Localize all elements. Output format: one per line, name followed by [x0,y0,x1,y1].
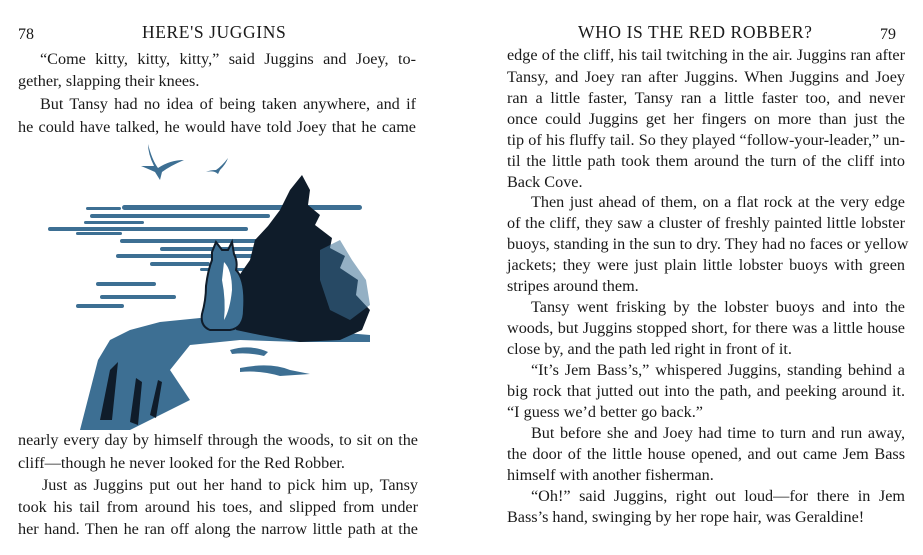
left-page [0,0,460,555]
text-line: Tansy, and Joey ran after Juggins. When Juggins and Joey [507,68,905,86]
gull-icon [206,158,228,174]
text-line: he could have talked, he would have told Joey that he came [18,118,416,136]
text-line: edge of the cliff, his tail twitching in the air. Juggins ran after [507,46,905,64]
text-line: “It’s Jem Bass’s,” whispered Juggins, standing behind a [531,361,905,379]
running-head: HERE'S JUGGINS [142,22,287,42]
text-line: Bass’s hand, swinging by her rope hair, was Geraldine! [507,508,865,526]
text-line: But before she and Joey had time to turn and run away, [531,424,905,442]
text-line: “Oh!” said Juggins, right out loud—for there in Jem [531,487,905,505]
text-line: himself with another fisherman. [507,466,714,484]
text-line: tip of his fluffy tail. So they played “follow-your-leader,” un- [507,131,905,149]
text-line: But Tansy had no idea of being taken anywhere, and if [40,95,416,113]
text-line: close by, and the path led right in front of it. [507,340,792,358]
text-line: Tansy went frisking by the lobster buoys and into the [531,298,905,316]
text-line: Then just ahead of them, on a flat rock at the very edge [531,193,905,211]
text-line: nearly every day by himself through the woods, to sit on the [18,431,418,449]
running-head: WHO IS THE RED ROBBER? [578,22,813,42]
text-line: ran a little faster, Tansy ran a little faster too, and never [507,89,905,107]
text-line: big rock that jutted out into the path, and peeking around it. [507,382,905,400]
text-line: cliff—though he never looked for the Red Robber. [18,454,345,472]
text-line: Back Cove. [507,173,583,191]
right-page [480,0,923,555]
text-line: gether, slapping their knees. [18,72,200,90]
text-line: of the cliff, they saw a cluster of freshly painted little lobster [507,214,905,232]
text-line: “I guess we’d better go back.” [507,403,703,421]
text-line: the door of the little house opened, and out came Jem Bass [507,445,905,463]
page-number: 79 [880,26,896,43]
text-line: woods, but Juggins stopped short, for there was a little house [507,319,905,337]
text-line: jackets; they were just plain little lobster buoys with green [507,256,905,274]
cat-on-cliff-illustration [40,130,440,430]
text-line: til the little path took them around the turn of the cliff into [507,152,905,170]
text-line: buoys, standing in the sun to dry. They had no faces or yellow [507,235,909,253]
page-number: 78 [18,26,34,43]
text-line: her hand. Then he ran off along the narrow little path at the [18,520,418,538]
text-line: once could Juggins get her fingers on more than just the [507,110,905,128]
text-line: Just as Juggins put out her hand to pick him up, Tansy [42,476,418,494]
text-line: stripes around them. [507,277,639,295]
text-line: took his tail from around his toes, and slipped from under [18,498,418,516]
text-line: “Come kitty, kitty, kitty,” said Juggins and Joey, to- [40,50,416,68]
gull-icon [141,144,184,180]
